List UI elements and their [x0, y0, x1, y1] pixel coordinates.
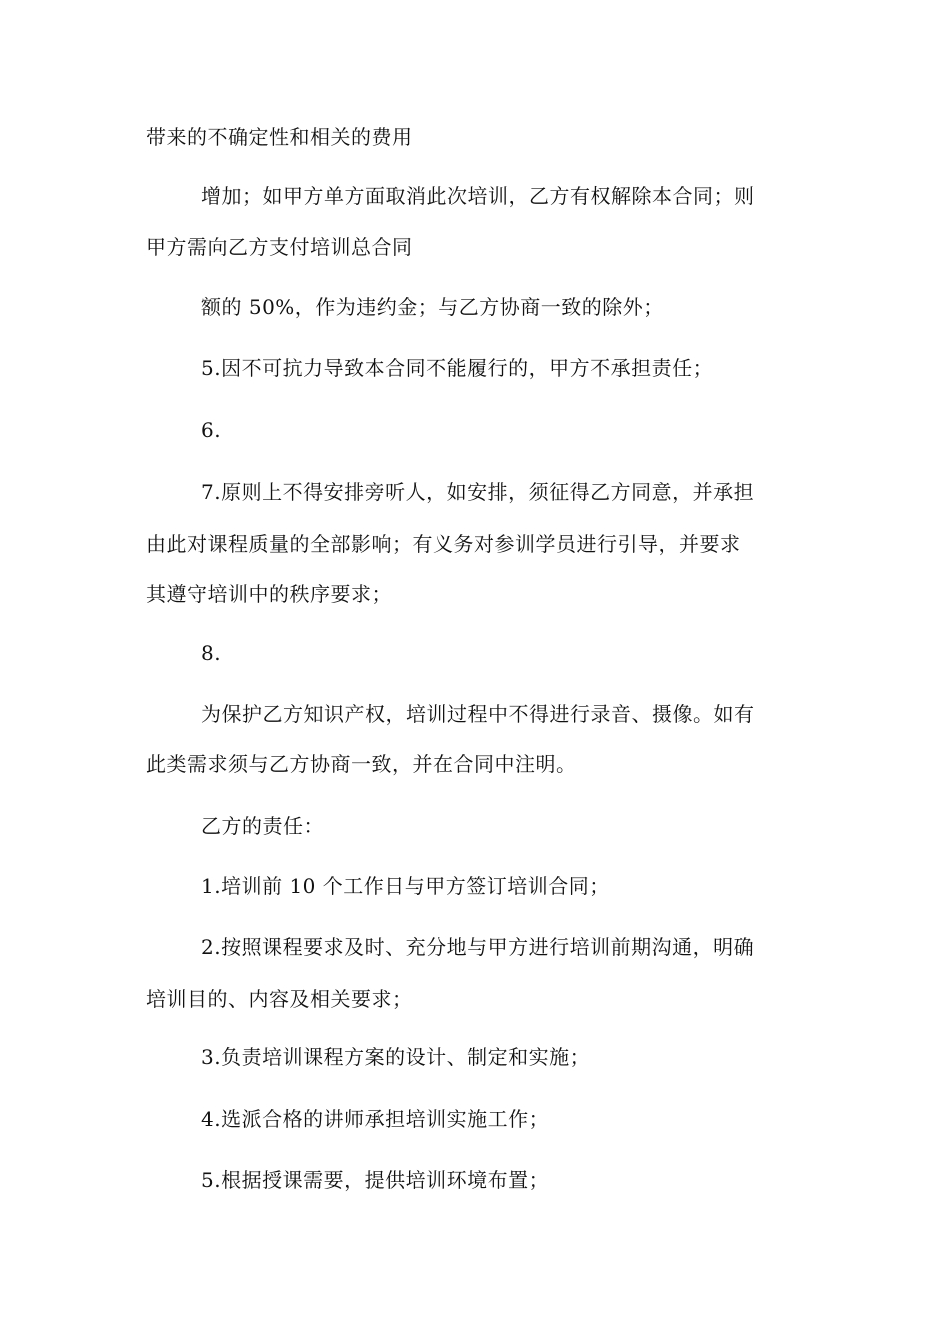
text-line: 5.因不可抗力导致本合同不能履行的，甲方不承担责任；	[201, 356, 714, 380]
text-line: 甲方需向乙方支付培训总合同	[146, 235, 413, 259]
text-line: 为保护乙方知识产权，培训过程中不得进行录音、摄像。如有	[201, 702, 755, 726]
text-line: 7.原则上不得安排旁听人，如安排，须征得乙方同意，并承担	[201, 480, 755, 504]
text-line: 2.按照课程要求及时、充分地与甲方进行培训前期沟通，明确	[201, 935, 755, 959]
text-line: 4.选派合格的讲师承担培训实施工作；	[201, 1107, 550, 1131]
text-line: 1.培训前 10 个工作日与甲方签订培训合同；	[201, 874, 610, 898]
text-line: 此类需求须与乙方协商一致，并在合同中注明。	[146, 752, 577, 776]
text-line: 6.	[201, 418, 222, 442]
text-line: 其遵守培训中的秩序要求；	[146, 582, 392, 606]
text-line: 由此对课程质量的全部影响；有义务对参训学员进行引导，并要求	[146, 532, 741, 556]
text-line: 培训目的、内容及相关要求；	[146, 987, 413, 1011]
text-line: 3.负责培训课程方案的设计、制定和实施；	[201, 1045, 591, 1069]
text-line: 增加；如甲方单方面取消此次培训，乙方有权解除本合同；则	[201, 184, 755, 208]
text-line: 8.	[201, 641, 222, 665]
text-line: 5.根据授课需要，提供培训环境布置；	[201, 1168, 550, 1192]
text-line: 乙方的责任：	[201, 814, 324, 838]
text-line: 额的 50%，作为违约金；与乙方协商一致的除外；	[201, 295, 664, 319]
text-line: 带来的不确定性和相关的费用	[146, 125, 413, 149]
